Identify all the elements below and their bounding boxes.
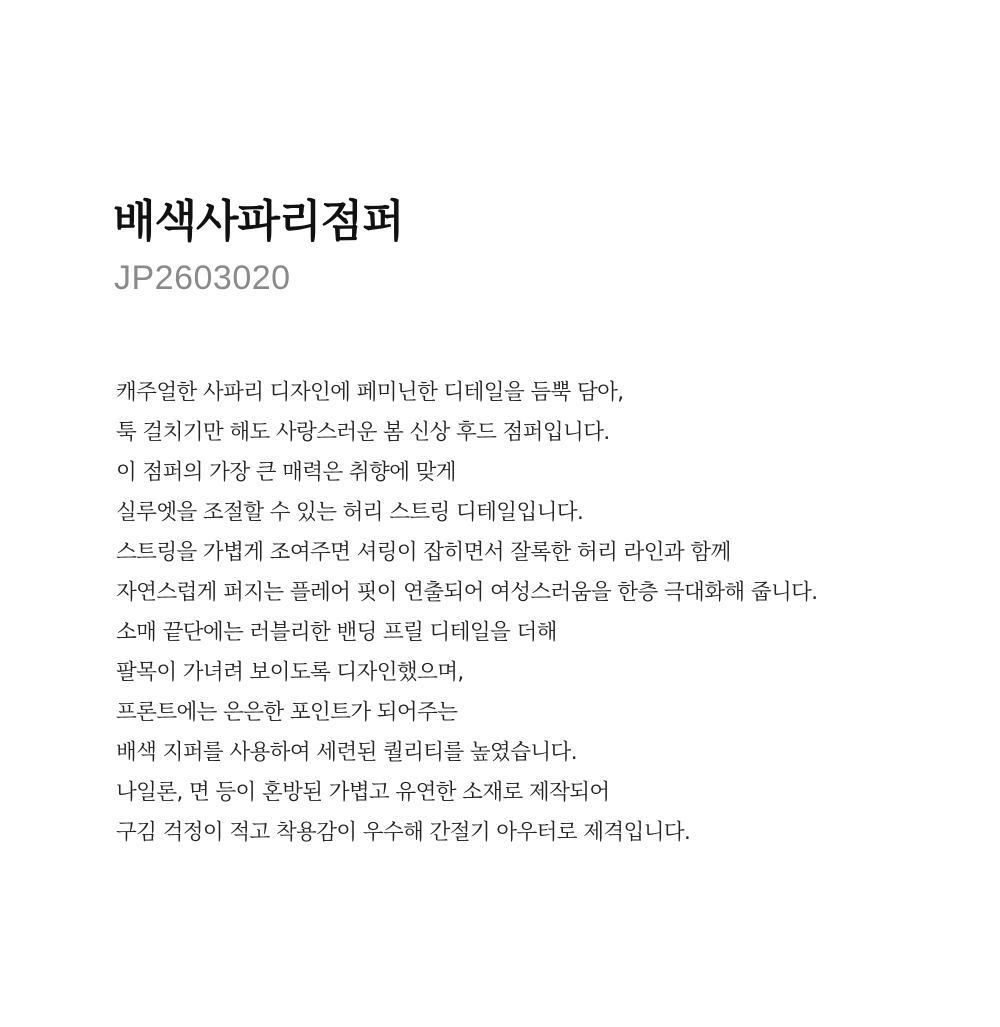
product-title: 배색사파리점퍼 [113,196,404,247]
product-code: JP2603020 [114,259,291,297]
description-line: 구김 걱정이 적고 착용감이 우수해 간절기 아우터로 제격입니다. [116,820,691,845]
product-description [116,373,818,853]
description-line: 실루엣을 조절할 수 있는 허리 스트링 디테일입니다. [116,500,584,525]
description-line: 이 점퍼의 가장 큰 매력은 취향에 맞게 [116,460,456,485]
description-line: 툭 걸치기만 해도 사랑스러운 봄 신상 후드 점퍼입니다. [116,420,610,445]
description-line: 캐주얼한 사파리 디자인에 페미닌한 디테일을 듬뿍 담아, [116,380,624,405]
description-line: 나일론, 면 등이 혼방된 가볍고 유연한 소재로 제작되어 [116,780,610,805]
description-line: 소매 끝단에는 러블리한 밴딩 프릴 디테일을 더해 [116,620,557,645]
description-line: 스트링을 가볍게 조여주면 셔링이 잡히면서 잘록한 허리 라인과 함께 [116,540,731,565]
description-line: 팔목이 가녀려 보이도록 디자인했으며, [116,660,464,685]
description-line: 프론트에는 은은한 포인트가 되어주는 [116,700,458,725]
description-line: 자연스럽게 퍼지는 플레어 핏이 연출되어 여성스러움을 한층 극대화해 줍니다. [116,580,818,605]
description-line: 배색 지퍼를 사용하여 세련된 퀄리티를 높였습니다. [116,740,577,765]
